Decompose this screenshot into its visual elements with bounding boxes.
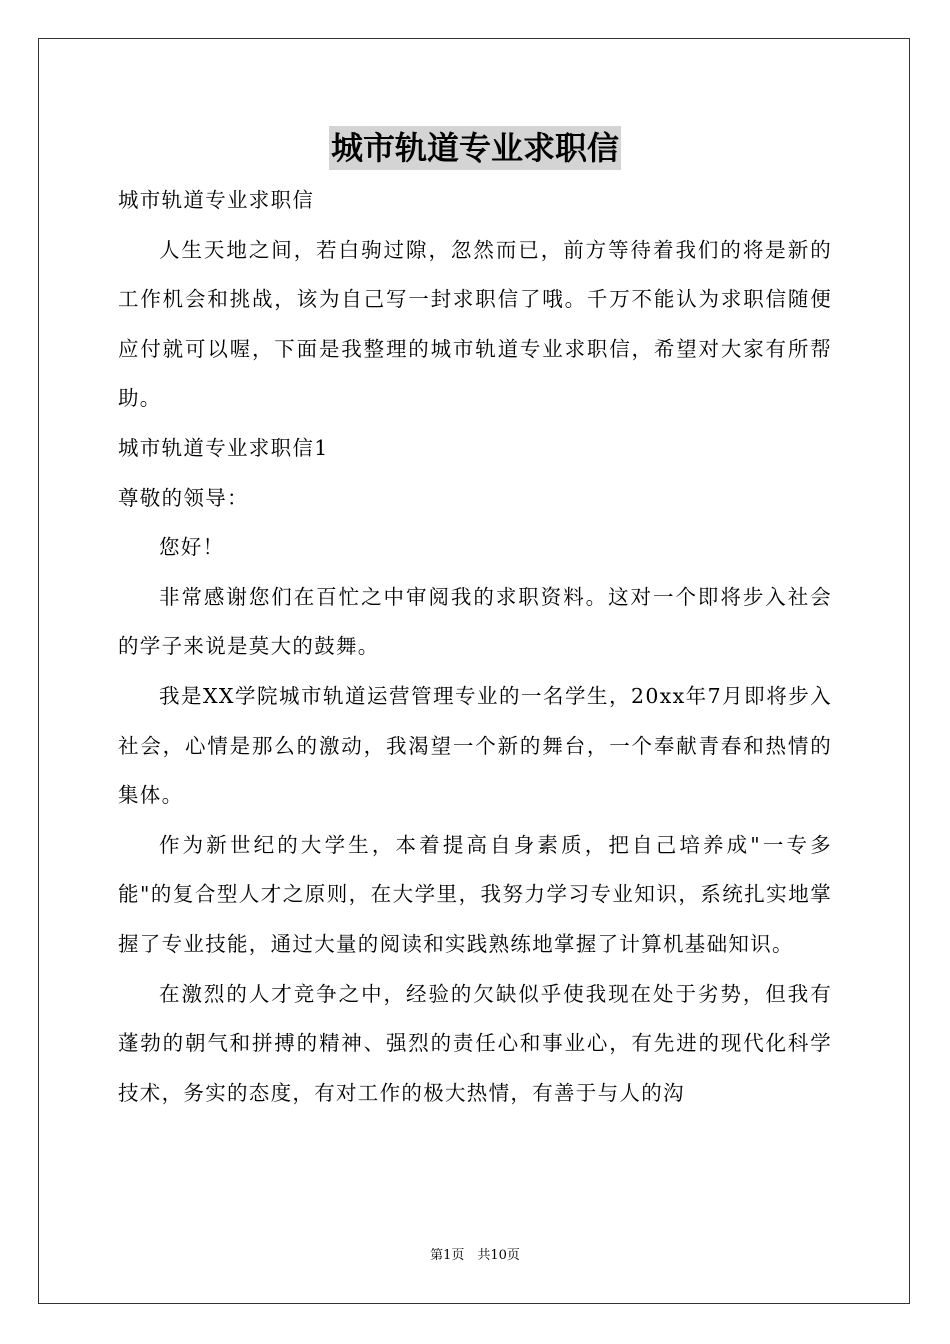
page-footer: 第1页 共10页 xyxy=(430,1248,520,1263)
paragraph: 作为新世纪的大学生，本着提高自身素质，把自己培养成"一专多能"的复合型人才之原则，在大学里，我努力学习专业知识，系统扎实地掌握了专业技能，通过大量的阅读和实践熟练地掌握了计算机基础知识。 xyxy=(118,832,832,956)
paragraph: 在激烈的人才竞争之中，经验的欠缺似乎使我现在处于劣势，但我有蓬勃的朝气和拼搏的精神、强烈的责任心和事业心，有先进的现代化科学技术，务实的态度，有对工作的极大热情，有善于与人的沟 xyxy=(118,981,832,1105)
paragraph: 我是XX学院城市轨道运营管理专业的一名学生，20xx年7月即将步入社会，心情是那么的激动，我渴望一个新的舞台，一个奉献青春和热情的集体。 xyxy=(118,683,832,808)
paragraph: 非常感谢您们在百忙之中审阅我的求职资料。这对一个即将步入社会的学子来说是莫大的鼓舞。 xyxy=(118,584,832,659)
paragraph: 城市轨道专业求职信 xyxy=(118,188,315,212)
paragraph: 城市轨道专业求职信1 xyxy=(118,435,329,460)
paragraph: 人生天地之间，若白驹过隙，忽然而已，前方等待着我们的将是新的工作机会和挑战，该为自己写一封求职信了哦。千万不能认为求职信随便应付就可以喔，下面是我整理的城市轨道专业求职信，希望对大家有所帮助。 xyxy=(118,237,832,411)
document-body xyxy=(118,176,832,1118)
salutation: 尊敬的领导： xyxy=(118,485,249,510)
title-container xyxy=(0,126,950,170)
document-title: 城市轨道专业求职信 xyxy=(329,126,621,170)
greeting: 您好！ xyxy=(159,535,225,560)
